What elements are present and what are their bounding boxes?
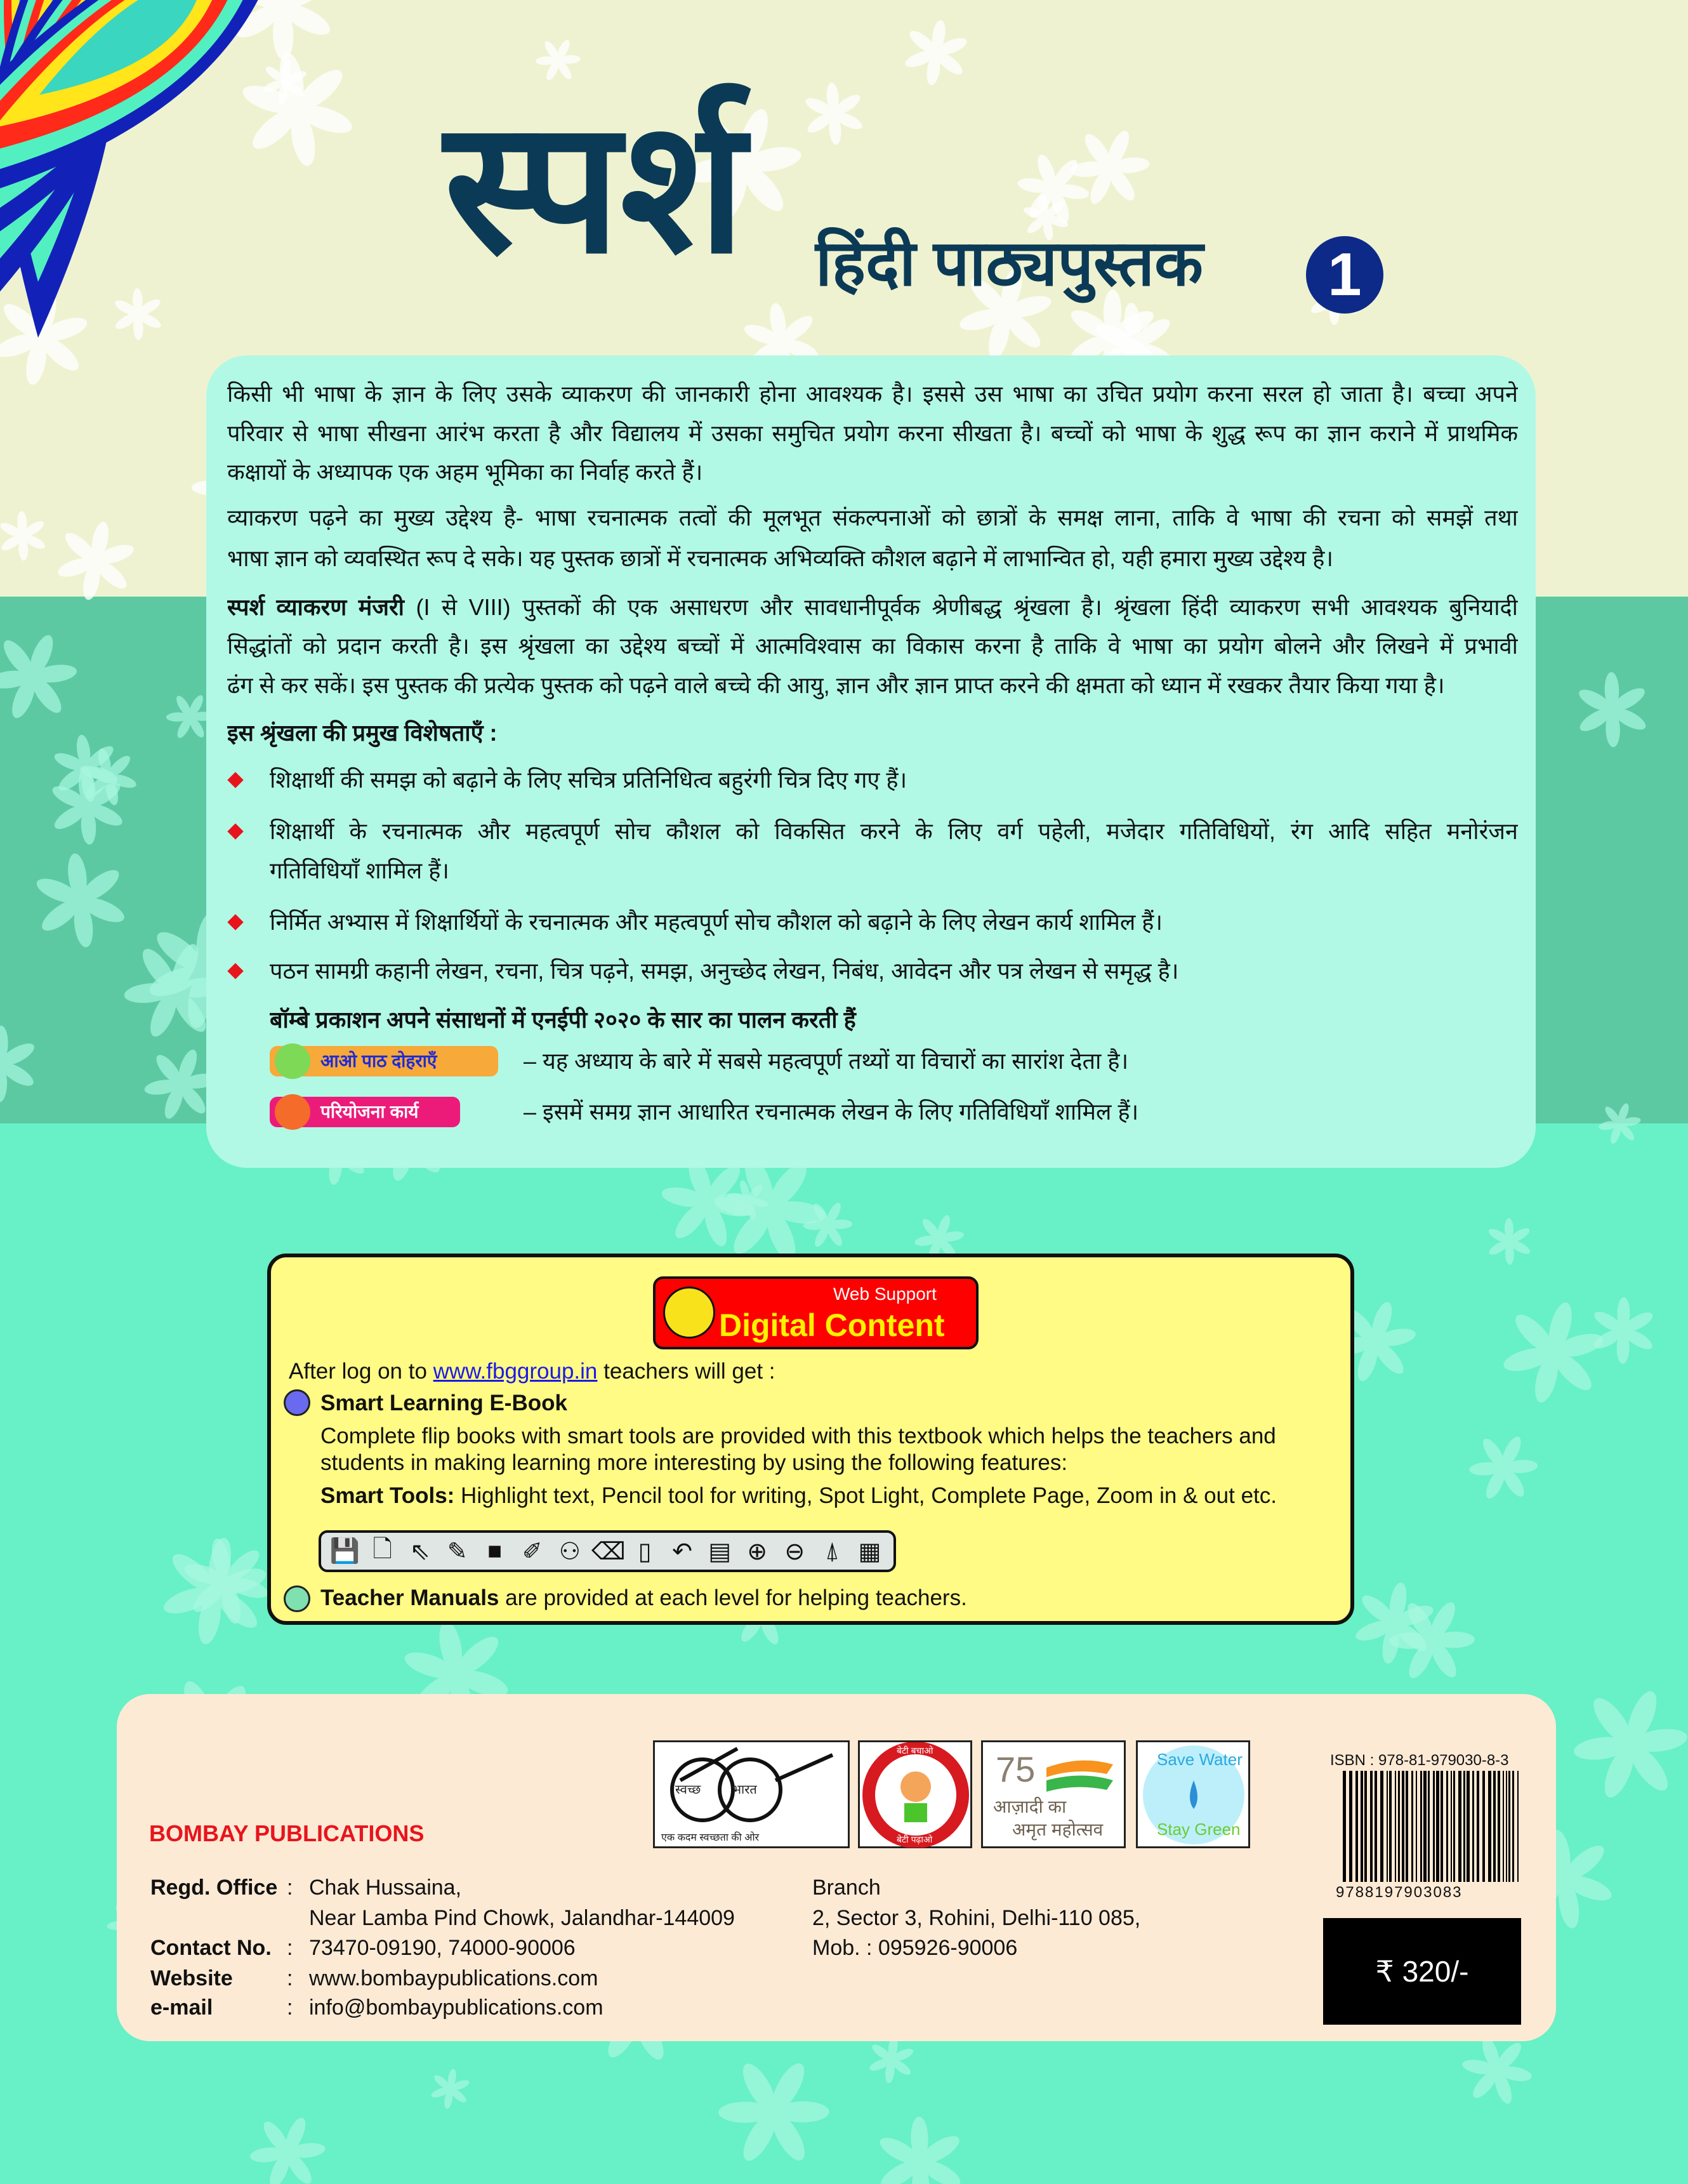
feature-item: पठन सामग्री कहानी लेखन, रचना, चित्र पढ़ने, समझ, अनुच्छेद लेखन, निबंध, आवेदन और पत्र लेखन से समृद्ध है। [270, 958, 1179, 984]
intro-line: भाषा ज्ञान को व्यवस्थित रूप दे सके। यह पुस्तक छात्रों में रचनात्मक अभिव्यक्ति कौशल बढ़ाने में लाभान्वित हो, यही हमारा मुख्य उद्देश्य है। [227, 545, 1334, 571]
contact-label: Contact No. [150, 1936, 272, 1960]
page-icon[interactable]: ▤ [708, 1538, 732, 1565]
barcode-bar [1402, 1771, 1404, 1882]
grade-badge: 1 [1306, 236, 1383, 314]
series-name: स्पर्श व्याकरण मंजरी [227, 594, 405, 620]
barcode-bar [1498, 1771, 1500, 1882]
branch-label: Branch [812, 1876, 881, 1900]
save-water-logo: Save Water Stay Green [1136, 1740, 1250, 1848]
feature-item: शिक्षार्थी की समझ को बढ़ाने के लिए सचित्र प्रतिनिधित्व बहुरंगी चित्र दिए गए हैं। [270, 767, 907, 793]
barcode-bar [1503, 1771, 1504, 1882]
intro-line: किसी भी भाषा के ज्ञान के लिए उसके व्याकरण की जानकारी होना आवश्यक है। इससे उस भाषा का उचित प्रयोग करना सरल हो जाता है। बच्चा अपने [227, 381, 1518, 407]
barcode-icon [1339, 1771, 1523, 1885]
barcode-digits: 9788197903083 [1336, 1884, 1463, 1901]
barcode-bar [1428, 1771, 1430, 1882]
barcode-bar [1398, 1771, 1400, 1882]
barcode-bar [1364, 1771, 1367, 1882]
price-tag: ₹ 320/- [1323, 1918, 1521, 2025]
flower-icon [801, 81, 866, 147]
flower-icon [1590, 1094, 1649, 1153]
barcode-bar [1508, 1771, 1510, 1882]
book-subtitle: हिंदी पाठ्यपुस्तक [815, 228, 1203, 299]
smart-tools-text: Smart Tools: Highlight text, Pencil tool for writing, Spot Light, Complete Page, Zoom in & out etc. [320, 1483, 1277, 1508]
flower-icon [246, 2112, 329, 2184]
flower-icon [700, 2037, 848, 2184]
isbn: ISBN : 978-81-979030-8-3 [1330, 1752, 1509, 1769]
barcode-bar [1458, 1771, 1461, 1882]
pen-icon[interactable]: ✎ [447, 1538, 468, 1565]
undo-icon[interactable]: ↶ [672, 1538, 693, 1565]
ebook-title: Smart Learning E-Book [320, 1391, 567, 1415]
barcode-bar [1361, 1771, 1363, 1882]
ebook-desc: students in making learning more interesting by using the following features: [320, 1450, 1068, 1475]
series-line: ढंग से कर सकें। इस पुस्तक की प्रत्येक पुस्तक को पढ़ने वाले बच्चे की आयु, ज्ञान और ज्ञान प्राप्त करने की क्षमता को ध्यान में रखकर तैयार किया गया है। [227, 672, 1445, 698]
smart-toolbar [319, 1530, 896, 1572]
fbg-link[interactable]: www.fbggroup.in [433, 1359, 598, 1384]
barcode-bar [1406, 1771, 1408, 1882]
swachh-bharat-logo: स्वच्छ भारत एक कदम स्वच्छता की ओर [653, 1740, 850, 1848]
barcode-bar [1433, 1771, 1435, 1882]
flower-icon [1575, 672, 1649, 748]
ebook-icon [284, 1389, 310, 1416]
azadi-amrit-mahotsav-logo: 75 आज़ादी का अमृत महोत्सव [981, 1740, 1126, 1848]
barcode-bar [1416, 1771, 1417, 1882]
barcode-bar [1349, 1771, 1352, 1882]
colon: : [287, 1966, 293, 1990]
flower-icon [1467, 1433, 1540, 1502]
web-support-label: Web Support [833, 1284, 937, 1304]
login-text: After log on to www.fbggroup.in teachers will get : [289, 1359, 775, 1384]
barcode-bar [1451, 1771, 1452, 1882]
highlighter-icon[interactable]: ✐ [522, 1538, 543, 1565]
barcode-bar [1389, 1771, 1392, 1882]
barcode-bar [1423, 1771, 1427, 1882]
zoom-out-icon[interactable]: ⊖ [784, 1538, 805, 1565]
barcode-bar [1441, 1771, 1443, 1882]
features-heading: इस श्रृंखला की प्रमुख विशेषताएँ : [227, 720, 498, 746]
email-label: e-mail [150, 1995, 213, 2020]
barcode-bar [1453, 1771, 1455, 1882]
flower-icon [1578, 1286, 1668, 1375]
barcode-bar [1512, 1771, 1514, 1882]
branch-mobile: Mob. : 095926-90006 [812, 1936, 1018, 1960]
digital-content-box [267, 1254, 1354, 1625]
flower-icon [1491, 1291, 1616, 1413]
colon: : [287, 1936, 293, 1960]
manual-icon [284, 1585, 310, 1612]
regd-label: Regd. Office [150, 1876, 278, 1900]
shapes-icon[interactable]: ⚇ [558, 1538, 581, 1565]
website-label: Website [150, 1966, 233, 1990]
barcode-bar [1370, 1771, 1373, 1882]
publisher-name: BOMBAY PUBLICATIONS [149, 1820, 425, 1846]
intro-line: कक्षायों के अध्यापक एक अहम भूमिका का निर्वाह करते हैं। [227, 459, 703, 485]
pointer-icon[interactable]: ⇖ [409, 1538, 430, 1565]
flower-icon [0, 1025, 38, 1103]
export-icon[interactable]: 🗋 [373, 1535, 392, 1563]
flower-icon [1478, 1210, 1541, 1273]
project-desc: – इसमें समग्र ज्ञान आधारित रचनात्मक लेखन के लिए गतिविधियाँ शामिल हैं। [524, 1099, 1139, 1125]
revision-desc: – यह अध्याय के बारे में सबसे महत्वपूर्ण तथ्यों या विचारों का सारांश देता है। [524, 1048, 1129, 1074]
flower-icon [422, 2061, 478, 2117]
checker-icon[interactable]: ▦ [858, 1538, 881, 1565]
branch-address: 2, Sector 3, Rohini, Delhi-110 085, [812, 1906, 1141, 1930]
barcode-bar [1463, 1771, 1465, 1882]
barcode-bar [1477, 1771, 1479, 1882]
teacher-manuals-text: Teacher Manuals are provided at each level for helping teachers. [320, 1585, 967, 1610]
save-icon[interactable]: 💾 [329, 1538, 360, 1565]
barcode-bar [1446, 1771, 1448, 1882]
feature-item: निर्मित अभ्यास में शिक्षार्थियों के रचनात्मक और महत्वपूर्ण सोच कौशल को बढ़ाने के लिए लेखन कार्य शामिल हैं। [270, 909, 1163, 935]
digital-content-banner [653, 1276, 979, 1349]
barcode-bar [1420, 1771, 1422, 1882]
regd-address: Chak Hussaina, [309, 1876, 462, 1900]
nep-statement: बॉम्बे प्रकाशन अपने संसाधनों में एनईपी २०२० के सार का पालन करती हैं [270, 1007, 856, 1033]
barcode-bar [1395, 1771, 1396, 1882]
digital-logo-icon [663, 1287, 715, 1339]
child-icon [275, 1094, 310, 1130]
barcode-bar [1411, 1771, 1413, 1882]
rectangle-icon[interactable]: ■ [487, 1537, 503, 1565]
barcode-bar [1472, 1771, 1474, 1882]
project-badge: परियोजना कार्य [270, 1097, 460, 1127]
barcode-bar [1506, 1771, 1507, 1882]
colon: : [287, 1876, 293, 1900]
intro-line: व्याकरण पढ़ने का मुख्य उद्देश्य है- भाषा रचनात्मक तत्वों की मूलभूत संकल्पनाओं को छात्रों के समक्ष लाना, ताकि वे भाषा की रचना को समझें तथा [227, 505, 1518, 531]
beti-bachao-logo: बेटी बचाओ बेटी पढ़ाओ [858, 1740, 972, 1848]
ebook-desc: Complete flip books with smart tools are provided with this textbook which helps the teachers and [320, 1424, 1276, 1448]
flower-icon [1567, 1682, 1688, 1806]
colon: : [287, 1995, 293, 2020]
revision-badge: आओ पाठ दोहराएँ [270, 1046, 498, 1076]
book-title: स्पर्श [444, 84, 746, 290]
intro-line: परिवार से भाषा सीखना आरंभ करता है और विद्यालय में उसका समुचित प्रयोग करना सीखता है। बच्चों को भाषा के शुद्ध रूप का ज्ञान कराने में प्राथमिक [227, 420, 1518, 446]
zoom-in-icon[interactable]: ⊕ [747, 1538, 768, 1565]
barcode-bar [1343, 1771, 1346, 1882]
barcode-bar [1467, 1771, 1470, 1882]
barcode-bar [1380, 1771, 1383, 1882]
website-link[interactable]: www.bombaypublications.com [309, 1966, 598, 1990]
flower-icon [534, 37, 581, 83]
regd-address: Near Lamba Pind Chowk, Jalandhar-144009 [309, 1906, 735, 1930]
barcode-bar [1482, 1771, 1485, 1882]
email-link[interactable]: info@bombaypublications.com [309, 1995, 603, 2020]
contact-numbers: 73470-09190, 74000-90006 [309, 1936, 576, 1960]
flower-icon [0, 619, 89, 734]
leaf-icon [275, 1043, 310, 1079]
barcode-bar [1387, 1771, 1388, 1882]
feature-item-cont: गतिविधियाँ शामिल हैं। [270, 857, 449, 884]
eraser-icon[interactable]: ⌫ [591, 1538, 626, 1565]
barcode-bar [1517, 1771, 1519, 1882]
barcode-bar [1488, 1771, 1491, 1882]
flower-icon [859, 2102, 980, 2184]
feature-item: शिक्षार्थी के रचनात्मक और महत्वपूर्ण सोच कौशल को विकसित करने के लिए वर्ग पहेली, मजेदार गतिविधियों, रंग आदि सहित मनोरंजन [270, 818, 1518, 844]
flower-icon [15, 836, 145, 965]
ruler-icon[interactable]: ▯ [638, 1538, 652, 1565]
series-line: स्पर्श व्याकरण मंजरी (I से VIII) पुस्तकों की एक असाधरण और सावधानीपूर्वक श्रेणीबद्ध श्रृंखला है। श्रृंखला हिंदी व्याकरण सभी आवश्यक बुनियादी [227, 594, 1518, 620]
barcode-bar [1375, 1771, 1377, 1882]
brush-icon[interactable]: ⍋ [824, 1537, 840, 1565]
series-line: सिद्धांतों को प्रदान करती है। इस श्रृंखला का उद्देश्य बच्चों में आत्मविश्वास का विकास करना है ताकि वे भाषा का प्रयोग बोलने और लिखने में प्रभावी [227, 633, 1518, 659]
barcode-bar [1355, 1771, 1358, 1882]
flower-icon [890, 8, 981, 98]
barcode-bar [1436, 1771, 1439, 1882]
barcode-bar [1493, 1771, 1496, 1882]
digital-content-title: Digital Content [719, 1307, 945, 1343]
